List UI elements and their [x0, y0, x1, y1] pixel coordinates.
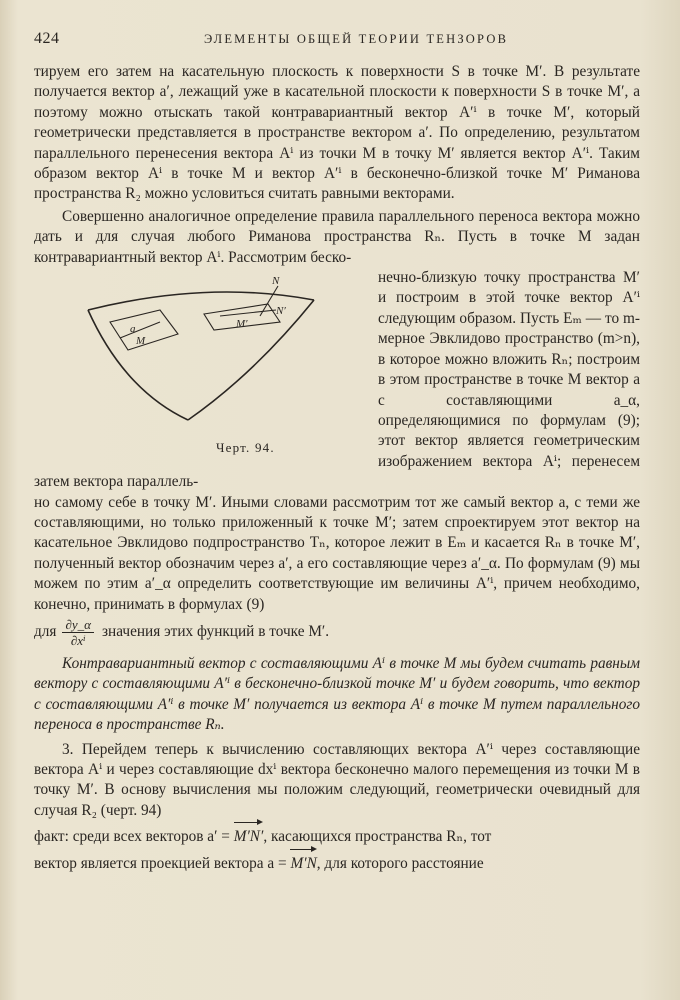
curved-surface-diagram — [28, 270, 368, 472]
label-M: M — [136, 335, 146, 348]
paragraph-3-definition: Контравариантный вектор с составляющими Aⁱ в точке M мы будем считать равным вектору с составляющими A′ⁱ в бесконечно-близкой точке M′ и будем говорить, что вектор с составляющими A′ⁱ в точке M′ получается из вектора Aⁱ в точке M путем параллельного переноса в пространстве Rₙ. — [34, 654, 640, 734]
fraction-numerator: ∂y_α — [62, 617, 94, 633]
p6-text-after: , для которого расстояние — [316, 854, 484, 872]
label-N-prime: N′ — [276, 305, 286, 318]
header-title: ЭЛЕМЕНТЫ ОБЩЕЙ ТЕОРИИ ТЕНЗОРОВ — [204, 32, 509, 46]
figure-caption: Черт. 94. — [216, 440, 275, 456]
running-head — [34, 30, 640, 52]
paragraph-2-intro: Совершенно аналогичное определение правила параллельного переноса вектора можно дать и для случая любого Риманова пространства Rₙ. Пусть в точке M задан контравариантный вектор Aⁱ. Рассмотрим беско- — [34, 207, 640, 266]
p5-text-after: , касающихся пространства Rₙ, тот — [263, 828, 492, 846]
vector-a-right — [220, 310, 276, 316]
paragraph-1: тируем его затем на касательную плоскость к поверхности S в точке M′. В результате получается вектор a′, лежащий уже в касательной плоскости к поверхности S в точке M′, а поэтому можно отыскать такой контравариантный вектор A′ⁱ в точке M′, который геометрически представляется в пространстве вектором a′. По определению, результатом параллельного перенесения вектора Aⁱ из точки M в точку M′ является вектор A′ⁱ. Таким образом вектор Aⁱ в точке M и вектор A′ⁱ в бесконечно-близкой точке M′ Риманова пространства R₂ можно условиться считать равными векторами. — [34, 63, 640, 203]
formula-line — [34, 617, 640, 648]
paragraph-5 — [34, 827, 640, 847]
formula-prefix: для — [34, 623, 57, 641]
vector-MpNp: M′N′ — [234, 827, 264, 847]
figure-94 — [28, 270, 368, 472]
vector-MpN: M′N — [290, 854, 316, 874]
paragraph-4: 3. Перейдем теперь к вычислению составляющих вектора A′ⁱ через составляющие вектора Aⁱ и через составляющие dxⁱ вектора бесконечно малого перемещения из точки M в точку M′. В основу вычисления мы положим следующий, геометрически очевидный для случая R₂ (черт. 94) — [34, 740, 640, 819]
page-number: 424 — [34, 30, 60, 47]
paragraph-2-float: нечно-близкую точку пространства M′ и построим в этой точке вектор A′ⁱ следующим образом. Пусть Eₘ — то m-мерное Эвклидово пространство (m>n), в которое можно вложить Rₙ; построим в этом пространстве в точке M вектор a с составляющими a_α, определяющимися по формулам (9); этот вектор является геометрическим изображением вектора Aⁱ; перенесем затем вектора параллель- — [34, 269, 640, 491]
paragraph-6 — [34, 854, 640, 874]
fraction-denominator: ∂xⁱ — [70, 632, 86, 648]
p6-text-before: вектор является проекцией вектора a = — [34, 854, 291, 872]
formula-suffix: значения этих функций в точке M′. — [101, 623, 330, 641]
label-a: a — [130, 323, 136, 336]
label-M-prime: M′ — [236, 318, 248, 331]
p5-text-before: факт: среди всех векторов a′ = — [34, 828, 234, 846]
partial-derivative-fraction — [62, 617, 94, 648]
label-N: N — [272, 275, 280, 288]
body-text — [34, 62, 640, 874]
paragraph-2-rest: но самому себе в точку M′. Иными словами рассмотрим тот же самый вектор a, с теми же составляющими, но только приложенный к точке M′; затем спроектируем этот вектор на касательное Эвклидово подпространство Tₙ, которое лежит в Eₘ и касается Rₙ в точке M′, полученный вектор обозначим через a′, а его составляющие через a′_α. По формулам (9) мы можем по этим a′_α определить соответствующие им величины A′ⁱ, причем необходимо, конечно, принимать в формулах (9) — [34, 493, 640, 613]
